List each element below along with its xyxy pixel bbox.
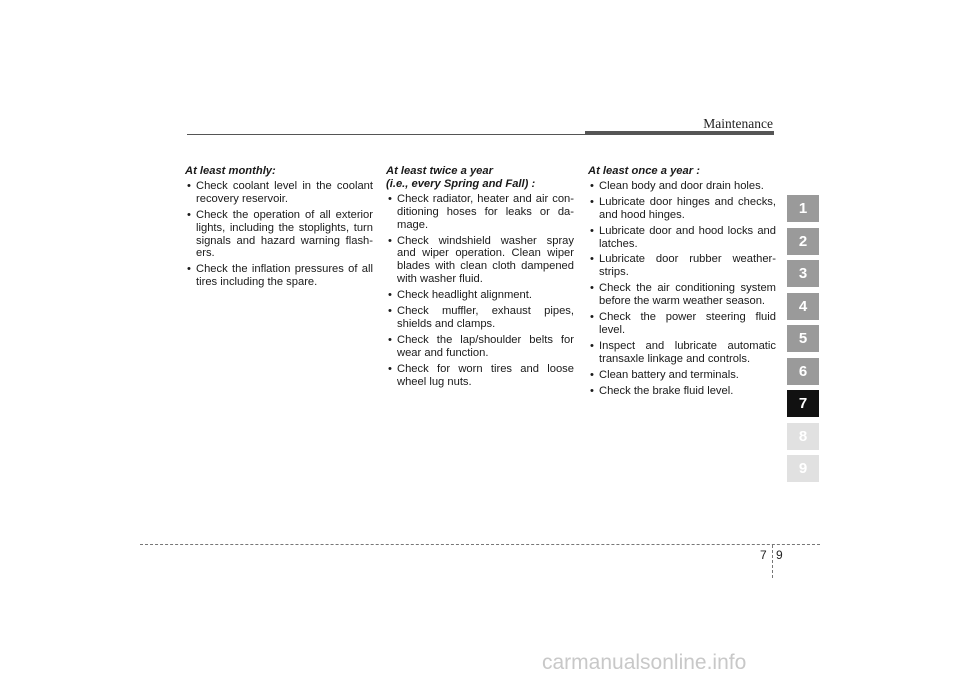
column-monthly — [185, 165, 373, 292]
page-number-page: 9 — [776, 548, 783, 562]
list-item: • Check headlight alignment. — [386, 289, 574, 302]
list-item: • Check windshield washer spray and wiper operation. Clean wiper blades with clean cloth dampened with washer fluid. — [386, 235, 574, 287]
column-heading — [386, 165, 574, 191]
checklist — [588, 180, 776, 398]
list-item: • Lubricate door and hood locks and latches. — [588, 225, 776, 251]
checklist — [185, 180, 373, 289]
header-rule-accent — [585, 131, 774, 135]
list-item: • Check the air conditioning system before the warm weather season. — [588, 282, 776, 308]
list-item: • Clean battery and terminals. — [588, 369, 776, 382]
chapter-tab-8[interactable]: 8 — [787, 423, 819, 450]
list-item: • Check the power steering fluid level. — [588, 311, 776, 337]
watermark: carmanualsonline.info — [542, 651, 747, 674]
chapter-tab-2[interactable]: 2 — [787, 228, 819, 255]
chapter-tab-9[interactable]: 9 — [787, 455, 819, 482]
list-item: • Clean body and door drain holes. — [588, 180, 776, 193]
chapter-tab-7[interactable]: 7 — [787, 390, 819, 417]
list-item: • Check muffler, exhaust pipes, shields and clamps. — [386, 305, 574, 331]
column-heading: At least monthly: — [185, 165, 276, 177]
list-item: • Check the inflation pressures of all tires including the spare. — [185, 263, 373, 289]
chapter-tab-5[interactable]: 5 — [787, 325, 819, 352]
list-item: • Check the operation of all exterior lights, including the stoplights, turn signals and hazard warning flash-ers. — [185, 209, 373, 261]
chapter-tab-3[interactable]: 3 — [787, 260, 819, 287]
column-twice-yearly — [386, 165, 574, 392]
chapter-tab-4[interactable]: 4 — [787, 293, 819, 320]
list-item: • Check the brake fluid level. — [588, 385, 776, 398]
page-number-chapter: 7 — [760, 548, 767, 562]
section-title: Maintenance — [703, 116, 773, 131]
column-heading: At least once a year : — [588, 165, 700, 177]
column-heading-line2: (i.e., every Spring and Fall) : — [386, 177, 536, 190]
chapter-tab-1[interactable]: 1 — [787, 195, 819, 222]
list-item: • Inspect and lubricate automatic transaxle linkage and controls. — [588, 340, 776, 366]
footer-divider — [772, 545, 773, 578]
list-item: • Check for worn tires and loose wheel lug nuts. — [386, 363, 574, 389]
list-item: • Check coolant level in the coolant recovery reservoir. — [185, 180, 373, 206]
list-item: • Check the lap/shoulder belts for wear and function. — [386, 334, 574, 360]
checklist — [386, 193, 574, 389]
column-yearly — [588, 165, 776, 401]
footer-rule — [140, 544, 820, 545]
list-item: • Lubricate door hinges and checks, and hood hinges. — [588, 196, 776, 222]
column-heading-line1: At least twice a year — [386, 165, 493, 177]
list-item: • Lubricate door rubber weather-strips. — [588, 253, 776, 279]
list-item: • Check radiator, heater and air con-ditioning hoses for leaks or da-mage. — [386, 193, 574, 232]
chapter-tab-6[interactable]: 6 — [787, 358, 819, 385]
chapter-tabs — [787, 195, 819, 488]
